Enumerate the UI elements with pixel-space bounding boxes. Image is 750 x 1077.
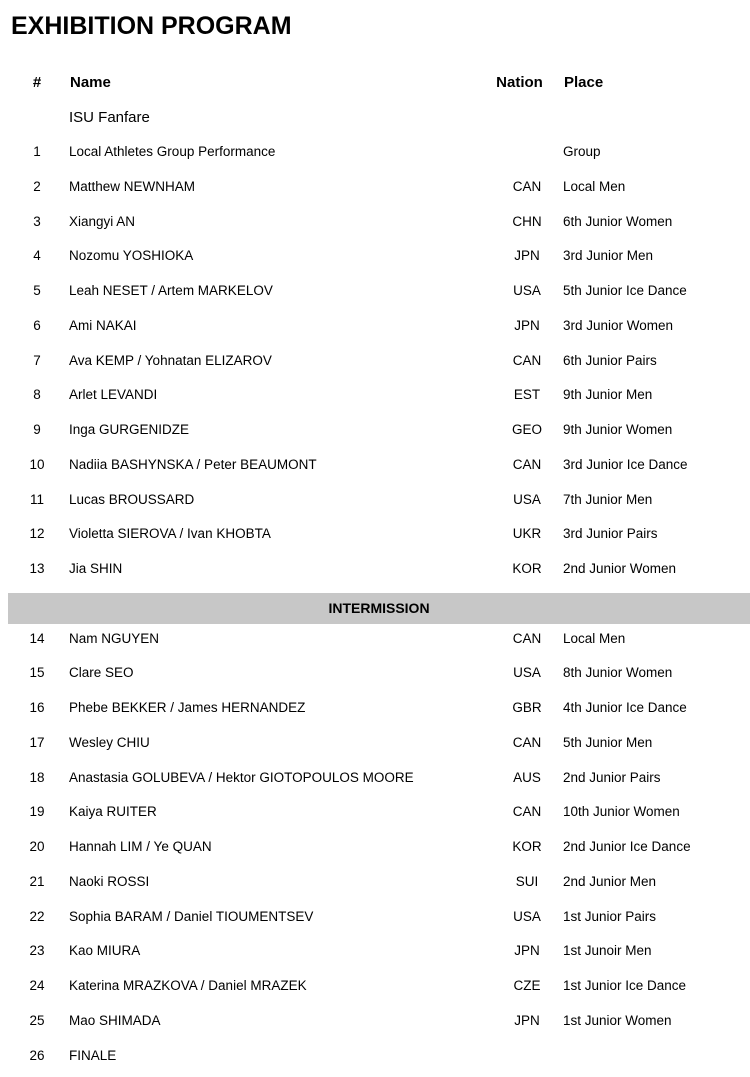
performer-place: 2nd Junior Ice Dance <box>563 834 691 860</box>
performer-name: Nozomu YOSHIOKA <box>69 243 193 269</box>
table-row <box>0 973 750 1008</box>
table-row <box>0 382 750 417</box>
performance-number: 8 <box>16 382 58 408</box>
table-row <box>0 209 750 244</box>
performance-number: 4 <box>16 243 58 269</box>
performer-place: 7th Junior Men <box>563 487 652 513</box>
performance-number: 14 <box>16 626 58 652</box>
performer-name: Anastasia GOLUBEVA / Hektor GIOTOPOULOS MOORE <box>69 765 414 791</box>
performer-nation: GEO <box>480 417 574 443</box>
intermission-label: INTERMISSION <box>8 593 750 624</box>
header-nation: Nation <box>488 70 551 96</box>
performance-number: 5 <box>16 278 58 304</box>
header-place: Place <box>564 70 603 96</box>
performer-place: 1st Junior Pairs <box>563 904 656 930</box>
performer-name: Phebe BEKKER / James HERNANDEZ <box>69 695 305 721</box>
performer-name: Hannah LIM / Ye QUAN <box>69 834 212 860</box>
performer-place: 4th Junior Ice Dance <box>563 695 687 721</box>
performer-name: Leah NESET / Artem MARKELOV <box>69 278 273 304</box>
performer-nation: CHN <box>480 209 574 235</box>
table-row <box>0 243 750 278</box>
performer-place: 5th Junior Ice Dance <box>563 278 687 304</box>
page-title: EXHIBITION PROGRAM <box>11 12 292 41</box>
performer-name: Jia SHIN <box>69 556 122 582</box>
header-number: # <box>16 70 58 96</box>
performance-number: 7 <box>16 348 58 374</box>
performer-name: Nadiia BASHYNSKA / Peter BEAUMONT <box>69 452 317 478</box>
performer-name: Clare SEO <box>69 660 134 686</box>
performance-number: 19 <box>16 799 58 825</box>
table-row <box>0 834 750 869</box>
table-row <box>0 938 750 973</box>
opening-fanfare: ISU Fanfare <box>69 105 150 131</box>
performer-place: 2nd Junior Women <box>563 556 676 582</box>
table-row <box>0 799 750 834</box>
performance-number: 16 <box>16 695 58 721</box>
performer-place: Local Men <box>563 174 625 200</box>
performer-nation: KOR <box>480 834 574 860</box>
performer-place: 6th Junior Women <box>563 209 672 235</box>
performer-name: Katerina MRAZKOVA / Daniel MRAZEK <box>69 973 307 999</box>
table-row <box>0 695 750 730</box>
performer-name: Ami NAKAI <box>69 313 137 339</box>
table-row <box>0 139 750 174</box>
performer-nation: JPN <box>480 1008 574 1034</box>
performer-place: 1st Junior Ice Dance <box>563 973 686 999</box>
table-row <box>0 556 750 591</box>
table-row <box>0 765 750 800</box>
table-header <box>0 70 750 96</box>
performance-number: 10 <box>16 452 58 478</box>
performance-number: 23 <box>16 938 58 964</box>
performer-place: 1st Junoir Men <box>563 938 652 964</box>
performer-place: 3rd Junior Ice Dance <box>563 452 688 478</box>
table-row <box>0 313 750 348</box>
performer-name: Kao MIURA <box>69 938 140 964</box>
performer-place: 1st Junior Women <box>563 1008 672 1034</box>
table-row <box>0 869 750 904</box>
performer-name: Lucas BROUSSARD <box>69 487 194 513</box>
performer-place: 9th Junior Women <box>563 417 672 443</box>
performer-place: Local Men <box>563 626 625 652</box>
performer-nation: JPN <box>480 243 574 269</box>
performance-number: 21 <box>16 869 58 895</box>
performer-nation: CAN <box>480 174 574 200</box>
performance-number: 26 <box>16 1043 58 1069</box>
performer-nation: USA <box>480 487 574 513</box>
performance-number: 11 <box>16 487 58 513</box>
performer-nation: SUI <box>480 869 574 895</box>
table-row <box>0 521 750 556</box>
performer-nation: JPN <box>480 938 574 964</box>
performer-nation: CAN <box>480 348 574 374</box>
performer-place: Group <box>563 139 601 165</box>
table-row <box>0 487 750 522</box>
performer-nation: USA <box>480 278 574 304</box>
performer-place: 8th Junior Women <box>563 660 672 686</box>
table-row <box>0 174 750 209</box>
performer-nation: CAN <box>480 452 574 478</box>
performer-place: 3rd Junior Pairs <box>563 521 658 547</box>
performer-nation: USA <box>480 904 574 930</box>
table-row <box>0 1043 750 1077</box>
table-row <box>0 348 750 383</box>
performer-name: Sophia BARAM / Daniel TIOUMENTSEV <box>69 904 313 930</box>
performance-number: 9 <box>16 417 58 443</box>
header-name: Name <box>70 70 111 96</box>
performer-place: 3rd Junior Women <box>563 313 673 339</box>
table-row <box>0 1008 750 1043</box>
performer-nation: CZE <box>480 973 574 999</box>
table-row <box>0 626 750 661</box>
performer-place: 6th Junior Pairs <box>563 348 657 374</box>
performer-place: 2nd Junior Pairs <box>563 765 661 791</box>
performer-nation: UKR <box>480 521 574 547</box>
performer-place: 9th Junior Men <box>563 382 652 408</box>
table-row <box>0 660 750 695</box>
performer-nation: JPN <box>480 313 574 339</box>
performance-number: 1 <box>16 139 58 165</box>
performer-nation: AUS <box>480 765 574 791</box>
performer-nation: KOR <box>480 556 574 582</box>
performer-name: Violetta SIEROVA / Ivan KHOBTA <box>69 521 271 547</box>
performance-number: 24 <box>16 973 58 999</box>
performer-name: Naoki ROSSI <box>69 869 149 895</box>
performance-number: 2 <box>16 174 58 200</box>
performance-number: 22 <box>16 904 58 930</box>
table-row <box>0 730 750 765</box>
performance-number: 15 <box>16 660 58 686</box>
performance-number: 12 <box>16 521 58 547</box>
performer-name: Local Athletes Group Performance <box>69 139 275 165</box>
performer-nation: CAN <box>480 799 574 825</box>
table-row <box>0 417 750 452</box>
performer-name: Matthew NEWNHAM <box>69 174 195 200</box>
performer-name: Arlet LEVANDI <box>69 382 157 408</box>
performer-nation: USA <box>480 660 574 686</box>
performer-place: 10th Junior Women <box>563 799 680 825</box>
performance-number: 13 <box>16 556 58 582</box>
performance-number: 17 <box>16 730 58 756</box>
table-row <box>0 904 750 939</box>
performer-nation: EST <box>480 382 574 408</box>
performance-number: 6 <box>16 313 58 339</box>
performer-name: Ava KEMP / Yohnatan ELIZAROV <box>69 348 272 374</box>
performer-name: Xiangyi AN <box>69 209 135 235</box>
performer-place: 5th Junior Men <box>563 730 652 756</box>
performer-name: Kaiya RUITER <box>69 799 157 825</box>
intermission-divider <box>0 591 750 626</box>
table-row <box>0 452 750 487</box>
performer-name: FINALE <box>69 1043 116 1069</box>
performer-name: Mao SHIMADA <box>69 1008 161 1034</box>
performer-name: Nam NGUYEN <box>69 626 159 652</box>
performer-nation: GBR <box>480 695 574 721</box>
performer-name: Inga GURGENIDZE <box>69 417 189 443</box>
performance-number: 25 <box>16 1008 58 1034</box>
performance-number: 20 <box>16 834 58 860</box>
performer-place: 2nd Junior Men <box>563 869 656 895</box>
performance-number: 3 <box>16 209 58 235</box>
performer-place: 3rd Junior Men <box>563 243 653 269</box>
performer-nation: CAN <box>480 730 574 756</box>
program-table <box>0 139 750 1077</box>
table-row <box>0 278 750 313</box>
performer-nation: CAN <box>480 626 574 652</box>
performer-name: Wesley CHIU <box>69 730 150 756</box>
performance-number: 18 <box>16 765 58 791</box>
